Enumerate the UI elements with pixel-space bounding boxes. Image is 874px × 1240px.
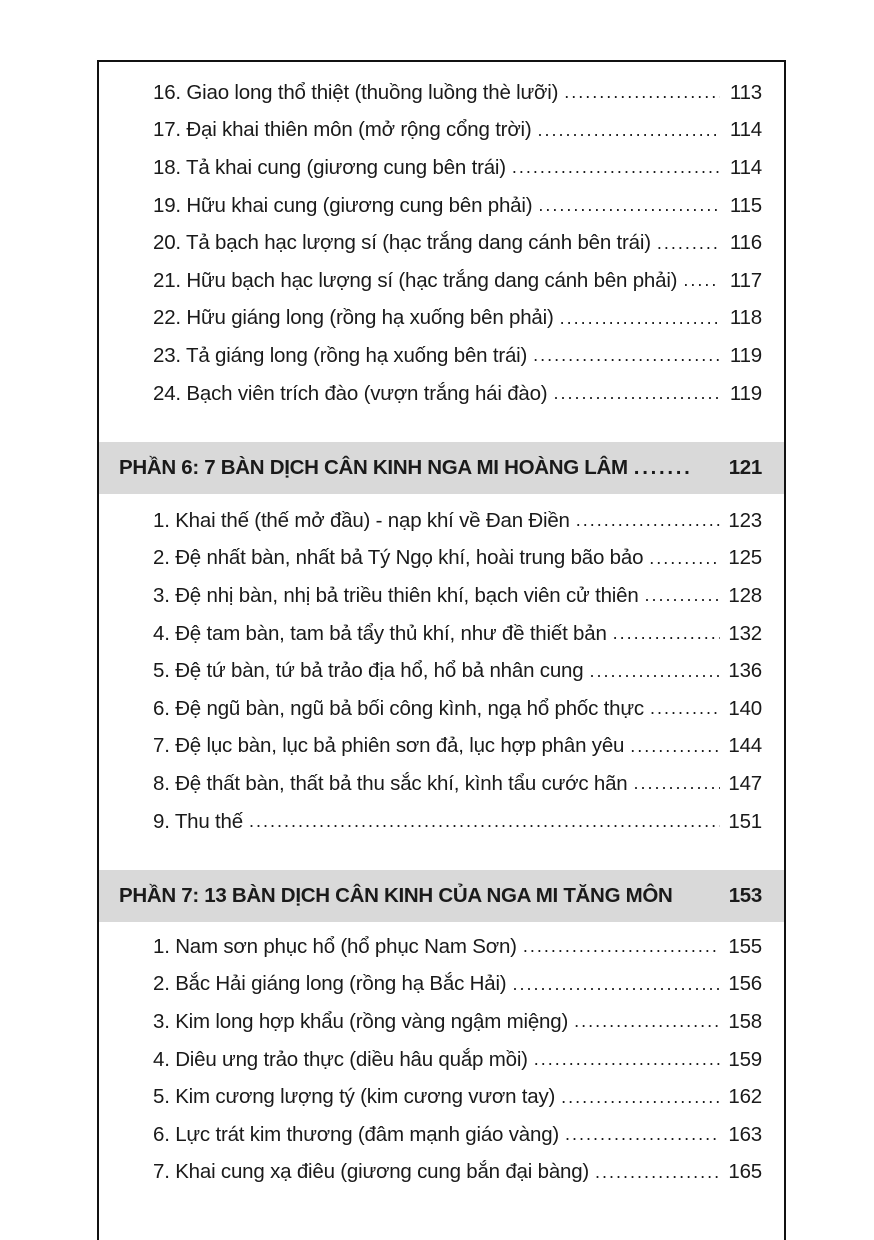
toc-entry xyxy=(99,690,784,728)
leader-dots xyxy=(565,1124,720,1145)
entry-page: 119 xyxy=(729,343,762,367)
entry-page: 116 xyxy=(729,231,762,255)
toc-entry xyxy=(99,300,784,338)
entry-page: 114 xyxy=(729,118,762,142)
entry-title: 2. Bắc Hải giáng long (rồng hạ Bắc Hải) xyxy=(153,972,507,996)
section-heading-6 xyxy=(99,442,784,494)
section-title: PHẦN 7: 13 BÀN DỊCH CÂN KINH CỦA NGA MI TĂNG MÔN xyxy=(119,884,673,907)
toc-entry xyxy=(99,615,784,653)
entry-title: 16. Giao long thổ thiệt (thuồng luồng thè lưỡi) xyxy=(153,80,559,104)
entry-title: 3. Đệ nhị bàn, nhị bả triều thiên khí, bạch viên cử thiên xyxy=(153,583,639,607)
entry-page: 144 xyxy=(728,734,762,758)
toc-entry xyxy=(99,375,784,413)
toc-entry xyxy=(99,224,784,262)
toc-entry xyxy=(99,1154,784,1192)
entry-page: 115 xyxy=(729,193,762,217)
toc-entry xyxy=(99,187,784,225)
toc-entry xyxy=(99,728,784,766)
entry-page: 159 xyxy=(728,1047,762,1071)
leader-dots xyxy=(650,698,720,719)
entry-page: 155 xyxy=(728,934,762,958)
entry-page: 119 xyxy=(729,381,762,405)
entry-title: 18. Tả khai cung (giương cung bên trái) xyxy=(153,155,506,179)
leader-dots xyxy=(634,456,692,480)
toc-entry xyxy=(99,74,784,112)
entry-title: 9. Thu thế xyxy=(153,809,243,833)
toc-entry xyxy=(99,765,784,803)
leader-dots xyxy=(512,157,720,178)
entry-title: 7. Đệ lục bàn, lục bả phiên sơn đả, lục hợp phân yêu xyxy=(153,734,625,758)
entry-title: 24. Bạch viên trích đào (vượn trắng hái đào) xyxy=(153,381,548,405)
entry-page: 147 xyxy=(728,771,762,795)
entry-title: 6. Đệ ngũ bàn, ngũ bả bối công kình, ngạ hổ phốc thực xyxy=(153,696,644,720)
leader-dots xyxy=(657,233,720,254)
entry-title: 4. Đệ tam bàn, tam bả tẩy thủ khí, như đề thiết bản xyxy=(153,621,607,645)
leader-dots xyxy=(595,1162,720,1183)
entry-page: 113 xyxy=(729,80,762,104)
leader-dots xyxy=(683,270,720,291)
toc-block-1 xyxy=(99,74,784,412)
entry-page: 163 xyxy=(728,1122,762,1146)
toc-entry xyxy=(99,337,784,375)
leader-dots xyxy=(523,936,720,957)
entry-page: 162 xyxy=(728,1085,762,1109)
leader-dots xyxy=(553,383,720,404)
entry-title: 21. Hữu bạch hạc lượng sí (hạc trắng dang cánh bên phải) xyxy=(153,268,678,292)
entry-page: 123 xyxy=(728,508,762,532)
entry-page: 118 xyxy=(729,306,762,330)
toc-entry xyxy=(99,149,784,187)
entry-title: 23. Tả giáng long (rồng hạ xuống bên trái) xyxy=(153,343,528,367)
entry-title: 6. Lực trát kim thương (đâm mạnh giáo vàng) xyxy=(153,1122,560,1146)
entry-title: 19. Hữu khai cung (giương cung bên phải) xyxy=(153,193,533,217)
toc-entry xyxy=(99,652,784,690)
entry-page: 117 xyxy=(729,268,762,292)
leader-dots xyxy=(613,623,720,644)
toc-entry xyxy=(99,540,784,578)
entry-page: 132 xyxy=(728,621,762,645)
toc-block-3 xyxy=(99,928,784,1191)
entry-title: 1. Nam sơn phục hổ (hổ phục Nam Sơn) xyxy=(153,934,517,958)
entry-title: 1. Khai thế (thế mở đầu) - nạp khí về Đan Điền xyxy=(153,508,570,532)
entry-title: 20. Tả bạch hạc lượng sí (hạc trắng dang cánh bên trái) xyxy=(153,231,651,255)
entry-title: 3. Kim long hợp khẩu (rồng vàng ngậm miệng) xyxy=(153,1009,569,1033)
leader-dots xyxy=(645,585,720,606)
section-title: PHẦN 6: 7 BÀN DỊCH CÂN KINH NGA MI HOÀNG LÂM xyxy=(119,456,628,479)
leader-dots xyxy=(561,1087,720,1108)
leader-dots xyxy=(533,345,720,366)
entry-page: 128 xyxy=(728,583,762,607)
leader-dots xyxy=(249,811,720,832)
toc-entry xyxy=(99,262,784,300)
leader-dots xyxy=(634,773,721,794)
toc-entry xyxy=(99,1041,784,1079)
toc-entry xyxy=(99,928,784,966)
leader-dots xyxy=(630,736,720,757)
entry-title: 8. Đệ thất bàn, thất bả thu sắc khí, kình tẩu cước hãn xyxy=(153,771,628,795)
leader-dots xyxy=(538,120,720,141)
leader-dots xyxy=(538,195,720,216)
toc-entry xyxy=(99,803,784,841)
toc-entry xyxy=(99,966,784,1004)
entry-title: 5. Kim cương lượng tý (kim cương vươn tay) xyxy=(153,1085,556,1109)
entry-page: 136 xyxy=(728,659,762,683)
entry-page: 158 xyxy=(728,1009,762,1033)
leader-dots xyxy=(589,661,720,682)
entry-page: 125 xyxy=(728,546,762,570)
toc-entry xyxy=(99,502,784,540)
entry-page: 114 xyxy=(729,155,762,179)
entry-page: 156 xyxy=(728,972,762,996)
entry-title: 5. Đệ tứ bàn, tứ bả trảo địa hổ, hổ bả nhân cung xyxy=(153,659,584,683)
leader-dots xyxy=(512,974,720,995)
toc-entry xyxy=(99,1078,784,1116)
entry-page: 165 xyxy=(728,1160,762,1184)
leader-dots xyxy=(574,1011,720,1032)
leader-dots xyxy=(564,82,720,103)
entry-page: 151 xyxy=(728,809,762,833)
toc-entry xyxy=(99,1003,784,1041)
toc-block-2 xyxy=(99,502,784,840)
entry-page: 140 xyxy=(728,696,762,720)
toc-entry xyxy=(99,577,784,615)
toc-frame xyxy=(97,60,786,1240)
entry-title: 2. Đệ nhất bàn, nhất bả Tý Ngọ khí, hoài trung bão bảo xyxy=(153,546,644,570)
entry-title: 22. Hữu giáng long (rồng hạ xuống bên phải) xyxy=(153,306,554,330)
section-page: 121 xyxy=(728,456,762,479)
leader-dots xyxy=(576,510,720,531)
leader-dots xyxy=(534,1049,720,1070)
leader-dots xyxy=(560,308,720,329)
entry-title: 17. Đại khai thiên môn (mở rộng cổng trời) xyxy=(153,118,532,142)
entry-title: 4. Diêu ưng trảo thực (diều hâu quắp mồi) xyxy=(153,1047,528,1071)
leader-dots xyxy=(649,548,720,569)
toc-entry xyxy=(99,112,784,150)
section-heading-7 xyxy=(99,870,784,922)
entry-title: 7. Khai cung xạ điêu (giương cung bắn đại bàng) xyxy=(153,1160,590,1184)
section-page: 153 xyxy=(728,884,762,907)
toc-entry xyxy=(99,1116,784,1154)
